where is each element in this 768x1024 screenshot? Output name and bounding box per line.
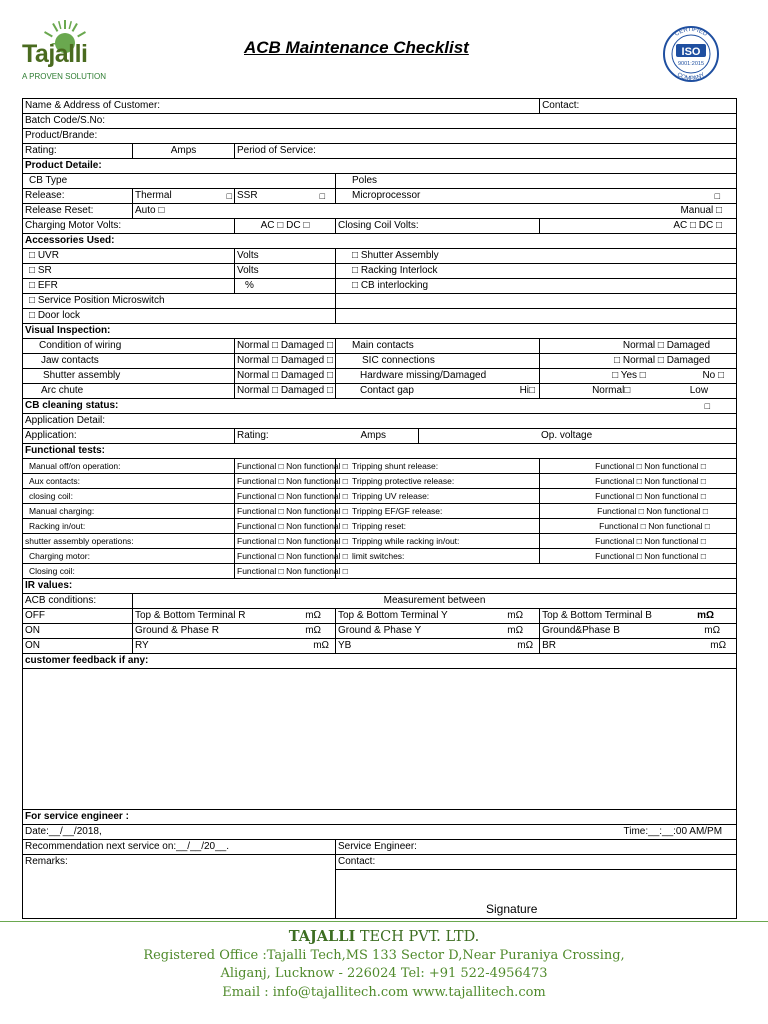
functional-test-options[interactable]: Functional □ Non functional □ xyxy=(235,534,336,549)
table-row xyxy=(23,639,737,654)
iso-seal-mid-text: ISO xyxy=(681,46,701,58)
yes-option[interactable]: □ Yes □ xyxy=(612,370,646,381)
thermal-checkbox[interactable]: □ xyxy=(226,191,232,201)
ir-cell[interactable] xyxy=(133,624,336,639)
functional-test-options[interactable]: Functional □ Non functional □ xyxy=(235,564,336,579)
hi-option[interactable]: Hi□ xyxy=(519,385,536,396)
table-row xyxy=(23,414,737,429)
section-heading: Functional tests: xyxy=(23,444,737,459)
functional-test-options[interactable]: Functional □ Non functional □ xyxy=(540,459,737,474)
app-rating-label: Rating: xyxy=(237,430,269,441)
remarks-field[interactable] xyxy=(23,855,336,919)
ssr-option[interactable] xyxy=(235,189,336,204)
product-field[interactable]: Product/Brande: xyxy=(23,129,737,144)
table-row xyxy=(23,609,737,624)
functional-test-label: Tripping UV release: xyxy=(336,489,540,504)
microprocessor-label: Microprocessor xyxy=(352,190,421,201)
sic-options[interactable]: □ Normal □ Damaged xyxy=(540,354,737,369)
functional-test-options[interactable]: Functional □ Non functional □ xyxy=(540,489,737,504)
functional-test-label: Tripping while racking in/out: xyxy=(336,534,540,549)
cb-type-field[interactable]: CB Type xyxy=(23,174,336,189)
table-row xyxy=(23,519,737,534)
shutter-options[interactable]: Normal □ Damaged □ xyxy=(235,369,336,384)
thermal-option[interactable] xyxy=(133,189,235,204)
table-row xyxy=(23,309,737,324)
jaw-options[interactable]: Normal □ Damaged □ xyxy=(235,354,336,369)
table-row xyxy=(23,294,737,309)
functional-test-label: Aux contacts: xyxy=(23,474,235,489)
volts-label: Volts xyxy=(235,264,336,279)
no-option[interactable]: No □ xyxy=(702,370,725,381)
application-detail-field[interactable]: Application Detail: xyxy=(23,414,737,429)
cleaning-checkbox[interactable]: □ xyxy=(704,401,711,411)
functional-test-label: Tripping EF/GF release: xyxy=(336,504,540,519)
wiring-options[interactable]: Normal □ Damaged □ xyxy=(235,339,336,354)
app-rating-field[interactable] xyxy=(235,429,419,444)
table-row xyxy=(23,564,737,579)
ir-label: RY xyxy=(135,640,149,651)
microprocessor-checkbox[interactable]: □ xyxy=(714,191,721,201)
table-row xyxy=(23,654,737,669)
functional-test-label: Tripping protective release: xyxy=(336,474,540,489)
functional-test-options[interactable]: Functional □ Non functional □ xyxy=(235,489,336,504)
functional-test-options[interactable]: Functional □ Non functional □ xyxy=(235,504,336,519)
svg-text:COMPANY xyxy=(676,72,706,82)
table-row xyxy=(23,99,737,114)
racking-option[interactable]: □ Racking Interlock xyxy=(336,264,737,279)
document-header xyxy=(0,0,768,95)
arc-chute-options[interactable]: Normal □ Damaged □ xyxy=(235,384,336,399)
functional-test-label: shutter assembly operations: xyxy=(23,534,235,549)
ir-cell[interactable] xyxy=(540,639,737,654)
checklist-table xyxy=(22,98,737,919)
main-contacts-options[interactable]: Normal □ Damaged xyxy=(540,339,737,354)
contact-field[interactable]: Contact: xyxy=(540,99,737,114)
microprocessor-option[interactable] xyxy=(336,189,737,204)
table-row xyxy=(23,174,737,189)
functional-test-label: Manual off/on operation: xyxy=(23,459,235,474)
ir-cell[interactable] xyxy=(133,639,336,654)
contact-gap-options[interactable] xyxy=(540,384,737,399)
contact-gap-text: Contact gap xyxy=(360,385,414,396)
company-footer xyxy=(0,928,768,1002)
functional-test-options[interactable]: Functional □ Non functional □ xyxy=(235,549,336,564)
ssr-label: SSR xyxy=(237,190,258,201)
table-row xyxy=(23,114,737,129)
email-website: Email : info@tajallitech.com www.tajallitech.com xyxy=(222,984,546,1000)
functional-test-label: Tripping shunt release: xyxy=(336,459,540,474)
ir-unit: mΩ xyxy=(313,640,329,651)
engineer-contact-field[interactable]: Contact: xyxy=(336,855,737,870)
cleaning-label: CB cleaning status: xyxy=(25,400,119,411)
table-row xyxy=(23,855,737,870)
normal-option[interactable]: Normal□ xyxy=(592,385,631,396)
section-heading: Product Detaile: xyxy=(23,159,737,174)
functional-test-label: Closing coil: xyxy=(23,564,235,579)
ir-cell[interactable] xyxy=(133,609,336,624)
ir-unit: mΩ xyxy=(704,625,721,636)
table-row xyxy=(23,504,737,519)
ir-label: Top & Bottom Terminal R xyxy=(135,610,246,621)
manual-option[interactable]: Manual □ xyxy=(680,205,723,216)
functional-test-label: closing coil: xyxy=(23,489,235,504)
table-row xyxy=(23,234,737,249)
table-row xyxy=(23,534,737,549)
main-contacts-label: Main contacts xyxy=(336,339,540,354)
functional-test-label: Charging motor: xyxy=(23,549,235,564)
ir-label: Ground & Phase Y xyxy=(338,625,422,636)
company-name-bold: TAJALLI xyxy=(288,928,356,945)
ir-label: Top & Bottom Terminal Y xyxy=(338,610,448,621)
functional-test-label: limit switches: xyxy=(336,549,540,564)
signature-label: Signature xyxy=(486,902,538,916)
table-row xyxy=(23,129,737,144)
address-phone: Aliganj, Lucknow - 226024 Tel: +91 522-4956473 xyxy=(220,966,548,981)
uvr-option[interactable]: □ UVR xyxy=(23,249,235,264)
table-row xyxy=(23,840,737,855)
functional-test-options[interactable]: Functional □ Non functional □ xyxy=(540,549,737,564)
time-field[interactable]: Time:__:__:00 AM/PM xyxy=(623,826,723,837)
acb-conditions-label: ACB conditions: xyxy=(23,594,133,609)
jaw-label: Jaw contacts xyxy=(23,354,235,369)
door-lock-option[interactable]: □ Door lock xyxy=(23,309,336,324)
ir-cell[interactable] xyxy=(336,624,540,639)
ir-label: Top & Bottom Terminal B xyxy=(542,610,652,621)
table-row xyxy=(23,459,737,474)
batch-field[interactable]: Batch Code/S.No: xyxy=(23,114,737,129)
table-row xyxy=(23,624,737,639)
next-service-field[interactable]: Recommendation next service on:__/__/20__. xyxy=(23,840,336,855)
section-heading: IR values: xyxy=(23,579,737,594)
ir-unit: mΩ xyxy=(507,625,524,636)
table-row xyxy=(23,279,737,294)
section-heading: Visual Inspection: xyxy=(23,324,737,339)
functional-test-label: Racking in/out: xyxy=(23,519,235,534)
closing-coil-options[interactable]: AC □ DC □ xyxy=(540,219,737,234)
registered-office: Registered Office :Tajalli Tech,MS 133 Sector D,Near Puraniya Crossing, xyxy=(143,947,625,963)
table-row xyxy=(23,669,737,810)
functional-test-options[interactable]: Functional □ Non functional □ xyxy=(235,519,336,534)
poles-field[interactable]: Poles xyxy=(336,174,737,189)
amps-label: Amps xyxy=(133,144,235,159)
release-label: Release: xyxy=(23,189,133,204)
cb-interlock-option[interactable]: □ CB interlocking xyxy=(336,279,737,294)
ir-cell[interactable] xyxy=(336,639,540,654)
ir-condition: ON xyxy=(23,624,133,639)
iso-seal-standard: 9001:2015 xyxy=(678,61,704,67)
ir-label: BR xyxy=(542,640,556,651)
table-row xyxy=(23,489,737,504)
shutter-label: Shutter assembly xyxy=(23,369,235,384)
contact-gap-label xyxy=(336,384,540,399)
shutter-option[interactable]: □ Shutter Assembly xyxy=(336,249,737,264)
table-row xyxy=(23,810,737,825)
table-row xyxy=(23,399,737,414)
app-amps-label: Amps xyxy=(360,430,386,441)
table-row xyxy=(23,594,737,609)
ir-cell[interactable] xyxy=(540,609,737,624)
ir-label: YB xyxy=(338,640,352,651)
ir-unit: mΩ xyxy=(305,610,321,621)
period-field[interactable]: Period of Service: xyxy=(235,144,737,159)
functional-test-label: Manual charging: xyxy=(23,504,235,519)
functional-test-options[interactable]: Functional □ Non functional □ xyxy=(540,534,737,549)
ir-unit: mΩ xyxy=(305,625,321,636)
table-row xyxy=(23,384,737,399)
ir-unit: mΩ xyxy=(507,610,524,621)
customer-field[interactable]: Name & Address of Customer: xyxy=(23,99,540,114)
application-field[interactable]: Application: xyxy=(23,429,235,444)
ssr-checkbox[interactable]: □ xyxy=(319,191,325,201)
low-option[interactable]: Low xyxy=(689,385,709,396)
iso-seal-bottom-text: COMPANY xyxy=(675,72,707,83)
functional-test-options[interactable]: Functional □ Non functional □ xyxy=(540,519,737,534)
hardware-label: Hardware missing/Damaged xyxy=(336,369,540,384)
functional-test-options[interactable]: Functional □ Non functional □ xyxy=(235,474,336,489)
iso-certified-seal xyxy=(652,25,730,83)
section-heading: Accessories Used: xyxy=(23,234,737,249)
auto-option[interactable]: Auto □ xyxy=(135,205,165,216)
functional-test-label: Tripping reset: xyxy=(336,519,540,534)
feedback-label: customer feedback if any: xyxy=(23,654,737,669)
table-row xyxy=(23,444,737,459)
table-row xyxy=(23,354,737,369)
ir-unit: mΩ xyxy=(710,640,727,651)
ir-label: Ground&Phase B xyxy=(542,625,620,636)
table-row xyxy=(23,339,737,354)
release-reset-label: Release Reset: xyxy=(23,204,133,219)
charging-motor-options[interactable]: AC □ DC □ xyxy=(235,219,336,234)
table-row xyxy=(23,474,737,489)
table-row xyxy=(23,144,737,159)
functional-test-options[interactable]: Functional □ Non functional □ xyxy=(235,459,336,474)
closing-coil-label: Closing Coil Volts: xyxy=(336,219,540,234)
sic-label: SIC connections xyxy=(336,354,540,369)
thermal-label: Thermal xyxy=(135,190,172,201)
service-engineer-field[interactable]: Service Engineer: xyxy=(336,840,737,855)
wiring-label: Condition of wiring xyxy=(23,339,235,354)
measurement-header: Measurement between xyxy=(133,594,737,609)
functional-test-options[interactable]: Functional □ Non functional □ xyxy=(540,474,737,489)
sr-option[interactable]: □ SR xyxy=(23,264,235,279)
table-row xyxy=(23,369,737,384)
company-logo xyxy=(22,18,122,88)
company-name-rest: TECH PVT. LTD. xyxy=(355,929,480,945)
op-voltage-field[interactable]: Op. voltage xyxy=(419,429,737,444)
arc-chute-label: Arc chute xyxy=(23,384,235,399)
table-row xyxy=(23,249,737,264)
company-name xyxy=(0,928,768,947)
section-heading: For service engineer : xyxy=(23,810,737,825)
table-row xyxy=(23,189,737,204)
microswitch-option[interactable]: □ Service Position Microswitch xyxy=(23,294,336,309)
logo-tagline: A PROVEN SOLUTION xyxy=(22,72,107,81)
remarks-label: Remarks: xyxy=(25,856,68,867)
table-row xyxy=(23,324,737,339)
functional-test-options[interactable]: Functional □ Non functional □ xyxy=(540,504,737,519)
date-field[interactable]: Date:__/__/2018, xyxy=(25,826,102,837)
page-title: ACB Maintenance Checklist xyxy=(244,38,469,57)
table-row xyxy=(23,219,737,234)
ir-condition: OFF xyxy=(23,609,133,624)
hardware-options[interactable] xyxy=(540,369,737,384)
feedback-area[interactable] xyxy=(23,669,737,810)
ir-label: Ground & Phase R xyxy=(135,625,219,636)
ir-cell[interactable] xyxy=(336,609,540,624)
ir-unit: mΩ xyxy=(517,640,534,651)
table-row xyxy=(23,579,737,594)
ir-unit: mΩ xyxy=(697,610,715,621)
table-row xyxy=(23,204,737,219)
percent-label: % xyxy=(235,279,336,294)
date-time-row[interactable] xyxy=(23,825,737,840)
table-row xyxy=(23,825,737,840)
table-row xyxy=(23,429,737,444)
rating-field[interactable]: Rating: xyxy=(23,144,133,159)
cleaning-status[interactable] xyxy=(23,399,737,414)
logo-name: Tajalli xyxy=(22,40,88,68)
table-row xyxy=(23,264,737,279)
table-row xyxy=(23,159,737,174)
efr-option[interactable]: □ EFR xyxy=(23,279,235,294)
volts-label: Volts xyxy=(235,249,336,264)
iso-seal-top-text: CERTIFIED xyxy=(674,26,708,38)
charging-motor-label: Charging Motor Volts: xyxy=(23,219,235,234)
release-reset-options[interactable] xyxy=(133,204,737,219)
signature-area[interactable] xyxy=(336,870,737,919)
footer-divider xyxy=(0,921,768,922)
ir-condition: ON xyxy=(23,639,133,654)
ir-cell[interactable] xyxy=(540,624,737,639)
table-row xyxy=(23,549,737,564)
